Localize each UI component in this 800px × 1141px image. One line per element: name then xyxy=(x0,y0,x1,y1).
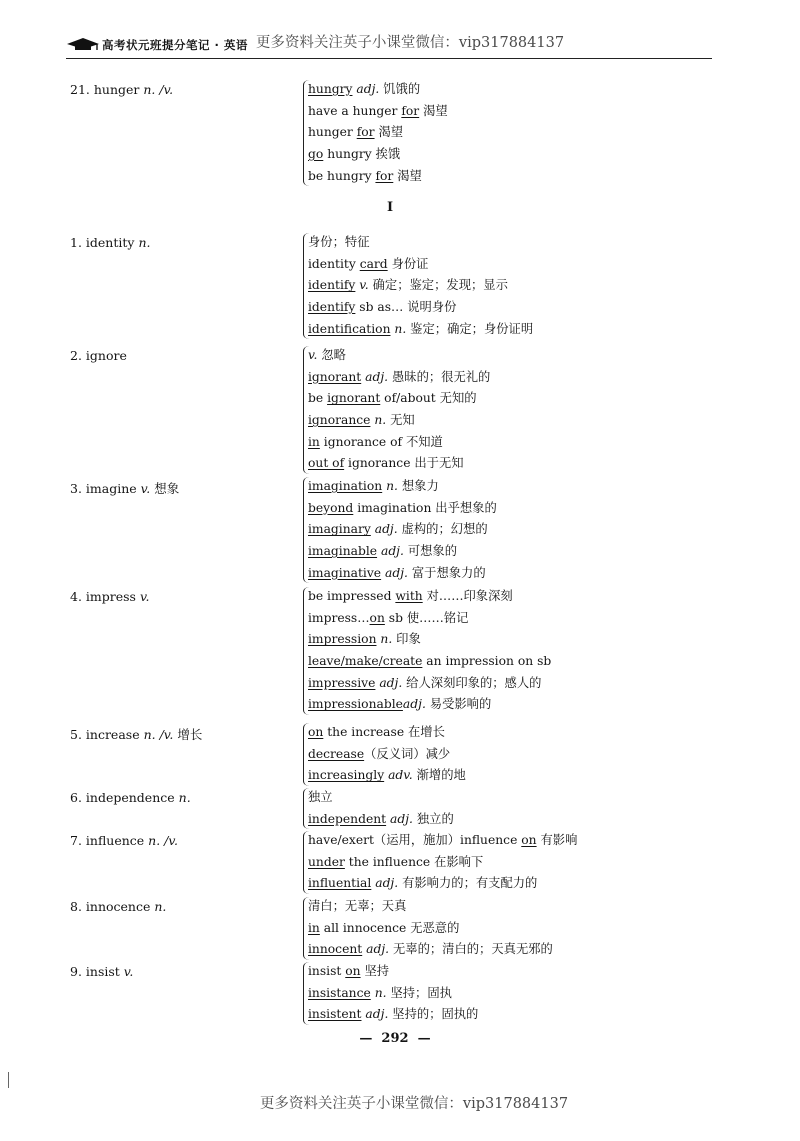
underlined-term: on xyxy=(369,610,385,625)
part-of-speech: v. xyxy=(123,964,134,979)
phrase-text: hungry 挨饿 xyxy=(323,147,401,162)
phrase-line xyxy=(308,122,448,144)
phrase-text: 坚持；固执 xyxy=(386,985,452,1000)
part-of-speech: adj. xyxy=(366,942,390,957)
phrase-line xyxy=(308,498,497,520)
underlined-term: influential xyxy=(308,876,372,891)
part-of-speech: n. xyxy=(138,235,151,250)
part-of-speech: n. xyxy=(374,985,387,1000)
phrase-text: have/exert（运用，施加）influence xyxy=(308,833,522,847)
phrase-line xyxy=(308,254,533,276)
underlined-term: increasingly xyxy=(308,768,385,783)
entry-headword xyxy=(70,833,178,848)
phrase-text: the increase 在增长 xyxy=(323,725,445,739)
phrase-text: 饥饿的 xyxy=(379,82,421,96)
phrase-line xyxy=(308,744,466,766)
phrase-text: insist xyxy=(308,964,346,978)
underlined-term: for xyxy=(401,103,420,118)
underlined-term: impressionable xyxy=(308,697,403,712)
underlined-term: innocent xyxy=(308,942,363,957)
phrase-text: be xyxy=(308,391,328,406)
phrase-line xyxy=(308,608,551,630)
phrase-line xyxy=(308,232,533,254)
phrase-text: 独立 xyxy=(308,790,333,804)
part-of-speech: v. xyxy=(308,348,318,362)
entry-headword xyxy=(70,964,133,979)
phrase-text: be hungry xyxy=(308,168,376,183)
phrase-text: 渴望 xyxy=(393,168,422,183)
phrase-text: 身份；特征 xyxy=(308,235,370,249)
part-of-speech: adj. xyxy=(375,876,399,891)
phrase-text: 富于想象力的 xyxy=(407,565,486,580)
underlined-term: go xyxy=(308,147,324,162)
entry-headword xyxy=(70,589,150,604)
headword: 9. insist xyxy=(70,964,120,979)
underlined-term: ignorant xyxy=(327,391,381,406)
phrase-text: 印象 xyxy=(392,632,421,647)
underlined-term: leave/make/create xyxy=(308,654,423,669)
underlined-term: card xyxy=(359,256,388,271)
phrase-line xyxy=(308,297,533,319)
underlined-term: impression xyxy=(308,632,377,647)
phrase-text: 想象力 xyxy=(397,479,439,493)
entry-headword xyxy=(70,82,173,97)
phrase-text: sb 使……铭记 xyxy=(384,610,469,625)
phrase-text: ignorance of 不知道 xyxy=(319,434,443,449)
entry-headword xyxy=(70,899,166,914)
phrase-line xyxy=(308,629,551,651)
phrase-line xyxy=(308,519,497,541)
page-number-value: 292 xyxy=(381,1031,409,1046)
phrase-line xyxy=(308,918,553,940)
entry-headword xyxy=(70,790,191,805)
phrase-group xyxy=(303,232,533,340)
phrase-line xyxy=(308,345,490,367)
underlined-term: impressive xyxy=(308,675,376,690)
phrase-line xyxy=(308,765,466,787)
underlined-term: decrease xyxy=(308,746,365,761)
phrase-line xyxy=(308,896,553,918)
underlined-term: on xyxy=(345,964,361,978)
phrase-text: 有影响 xyxy=(536,833,578,847)
headword: 4. impress xyxy=(70,589,136,604)
underlined-term: ignorant xyxy=(308,369,362,384)
phrase-line xyxy=(308,651,551,673)
phrase-text: 无辜的；清白的；天真无邪的 xyxy=(389,942,553,957)
part-of-speech: n. xyxy=(154,899,167,914)
headword: 7. influence xyxy=(70,833,145,848)
phrase-text: 鉴定；确定；身份证明 xyxy=(406,321,534,336)
part-of-speech: adj. xyxy=(402,697,426,712)
part-of-speech: adj. xyxy=(385,565,408,580)
phrase-text: an impression on sb xyxy=(422,654,552,669)
part-of-speech: adj. xyxy=(365,369,389,384)
phrase-line xyxy=(308,367,490,389)
part-of-speech: adj. xyxy=(380,544,404,559)
part-of-speech: v. xyxy=(140,481,151,496)
phrase-text: 可想象的 xyxy=(403,544,458,559)
phrase-text: of/about 无知的 xyxy=(380,391,477,406)
underlined-term: in xyxy=(308,434,320,449)
part-of-speech: n. xyxy=(178,790,191,805)
phrase-line xyxy=(308,410,490,432)
phrase-line xyxy=(308,79,448,101)
phrase-line xyxy=(308,961,478,983)
headword: 6. independence xyxy=(70,790,175,805)
underlined-term: with xyxy=(395,589,423,603)
phrase-text: ignorance 出于无知 xyxy=(344,456,464,471)
phrase-line xyxy=(308,694,551,716)
phrase-text: impress… xyxy=(308,610,370,625)
phrase-line xyxy=(308,388,490,410)
phrase-line xyxy=(308,319,533,341)
phrase-group xyxy=(303,345,490,475)
phrase-text: be impressed xyxy=(308,589,396,603)
phrase-line xyxy=(308,563,497,585)
phrase-line xyxy=(308,873,577,895)
underlined-term: imaginative xyxy=(308,565,382,580)
phrase-text: 坚持的；固执的 xyxy=(388,1007,479,1022)
section-letter: I xyxy=(386,200,394,215)
phrase-text: 无知 xyxy=(386,413,415,428)
underlined-term: beyond xyxy=(308,500,354,515)
headword: 3. imagine xyxy=(70,481,137,496)
phrase-text: 对……印象深刻 xyxy=(422,589,513,603)
phrase-text: 确定；鉴定；发现；显示 xyxy=(368,278,508,293)
part-of-speech: adj. xyxy=(356,82,380,96)
phrase-line xyxy=(308,1004,478,1026)
phrase-text: 渐增的地 xyxy=(412,768,466,783)
phrase-line xyxy=(308,432,490,454)
phrase-text: （反义词）减少 xyxy=(364,746,451,761)
phrase-line xyxy=(308,939,553,961)
entry-headword xyxy=(70,235,150,250)
phrase-line xyxy=(308,453,490,475)
underlined-term: insistance xyxy=(308,985,371,1000)
underlined-term: hungry xyxy=(308,82,353,96)
headword-meaning: 增长 xyxy=(177,727,203,742)
phrase-line xyxy=(308,101,448,123)
phrase-text: 愚昧的；很无礼的 xyxy=(388,369,491,384)
phrase-text: 清白；无辜；天真 xyxy=(308,899,407,913)
underlined-term: for xyxy=(356,125,375,140)
phrase-group xyxy=(303,961,478,1026)
header-watermark: 更多资料关注英子小课堂微信：vip317884137 xyxy=(255,35,565,51)
entry-headword xyxy=(70,348,127,363)
header-divider xyxy=(66,58,712,59)
phrase-line xyxy=(308,275,533,297)
phrase-line xyxy=(308,787,454,809)
phrase-text: the influence 在影响下 xyxy=(344,854,484,869)
phrase-text: 虚构的；幻想的 xyxy=(397,522,488,537)
part-of-speech: n. /v. xyxy=(143,727,174,742)
phrase-text: have a hunger xyxy=(308,103,402,118)
part-of-speech: adv. xyxy=(388,768,413,783)
underlined-term: identify xyxy=(308,278,356,293)
phrase-line xyxy=(308,476,497,498)
underlined-term: independent xyxy=(308,811,387,826)
phrase-text: 忽略 xyxy=(317,348,346,362)
phrase-group xyxy=(303,830,577,895)
margin-mark xyxy=(8,1072,9,1088)
part-of-speech: n. xyxy=(374,413,387,428)
phrase-text: all innocence 无恶意的 xyxy=(319,920,460,935)
page-number: — 292 — xyxy=(359,1031,431,1046)
phrase-text: sb as… 说明身份 xyxy=(355,300,457,315)
phrase-group xyxy=(303,722,466,787)
underlined-term: in xyxy=(308,920,320,935)
phrase-line xyxy=(308,541,497,563)
phrase-line xyxy=(308,830,577,852)
phrase-text: identity xyxy=(308,256,360,271)
phrase-text: 渴望 xyxy=(374,125,404,140)
underlined-term: imaginable xyxy=(308,544,378,559)
phrase-group xyxy=(303,586,551,716)
phrase-line xyxy=(308,809,454,831)
part-of-speech: adj. xyxy=(365,1007,389,1022)
phrase-group xyxy=(303,476,497,584)
headword: 5. increase xyxy=(70,727,140,742)
underlined-term: imaginary xyxy=(308,522,371,537)
phrase-line xyxy=(308,852,577,874)
phrase-line xyxy=(308,144,448,166)
phrase-line xyxy=(308,722,466,744)
phrase-text: 有影响力的；有支配力的 xyxy=(398,876,538,891)
phrase-group xyxy=(303,896,553,961)
phrase-text: 易受影响的 xyxy=(425,697,492,712)
phrase-text: hunger xyxy=(308,125,357,140)
part-of-speech: v. xyxy=(139,589,150,604)
part-of-speech: adj. xyxy=(379,675,403,690)
entry-headword xyxy=(70,725,202,743)
phrase-text: 身份证 xyxy=(387,256,429,271)
underlined-term: out of xyxy=(308,456,345,471)
phrase-line xyxy=(308,586,551,608)
underlined-term: ignorance xyxy=(308,413,371,428)
phrase-text: 坚持 xyxy=(360,964,390,978)
part-of-speech: n. /v. xyxy=(148,833,178,848)
part-of-speech: n. xyxy=(380,632,393,647)
entry-headword xyxy=(70,479,179,497)
book-title: 高考状元班提分笔记 · 英语 xyxy=(102,38,248,52)
part-of-speech: n. xyxy=(394,321,407,336)
underlined-term: identify xyxy=(308,300,356,315)
underlined-term: on xyxy=(521,833,537,847)
underlined-term: on xyxy=(308,725,324,739)
headword: 8. innocence xyxy=(70,899,151,914)
headword: 1. identity xyxy=(70,235,135,250)
phrase-text: 渴望 xyxy=(419,103,448,118)
underlined-term: insistent xyxy=(308,1007,362,1022)
underlined-term: for xyxy=(375,168,394,183)
phrase-text: imagination 出乎想象的 xyxy=(353,500,497,515)
page-header xyxy=(0,0,800,64)
part-of-speech: adj. xyxy=(374,522,398,537)
phrase-text: 给人深刻印象的；感人的 xyxy=(402,675,542,690)
underlined-term: under xyxy=(308,854,345,869)
phrase-line xyxy=(308,166,448,188)
footer-watermark: 更多资料关注英子小课堂微信：vip317884137 xyxy=(259,1096,569,1112)
part-of-speech: v. xyxy=(359,278,369,293)
phrase-line xyxy=(308,983,478,1005)
headword-meaning: 想象 xyxy=(154,481,180,496)
part-of-speech: n. xyxy=(386,479,398,493)
underlined-term: identification xyxy=(308,321,391,336)
phrase-group xyxy=(303,79,448,187)
headword: 21. hunger xyxy=(70,82,140,97)
underlined-term: imagination xyxy=(308,479,383,493)
phrase-line xyxy=(308,673,551,695)
part-of-speech: n. /v. xyxy=(143,82,174,97)
phrase-text: 独立的 xyxy=(412,811,454,826)
phrase-group xyxy=(303,787,454,830)
part-of-speech: adj. xyxy=(390,811,413,826)
headword: 2. ignore xyxy=(70,348,127,363)
